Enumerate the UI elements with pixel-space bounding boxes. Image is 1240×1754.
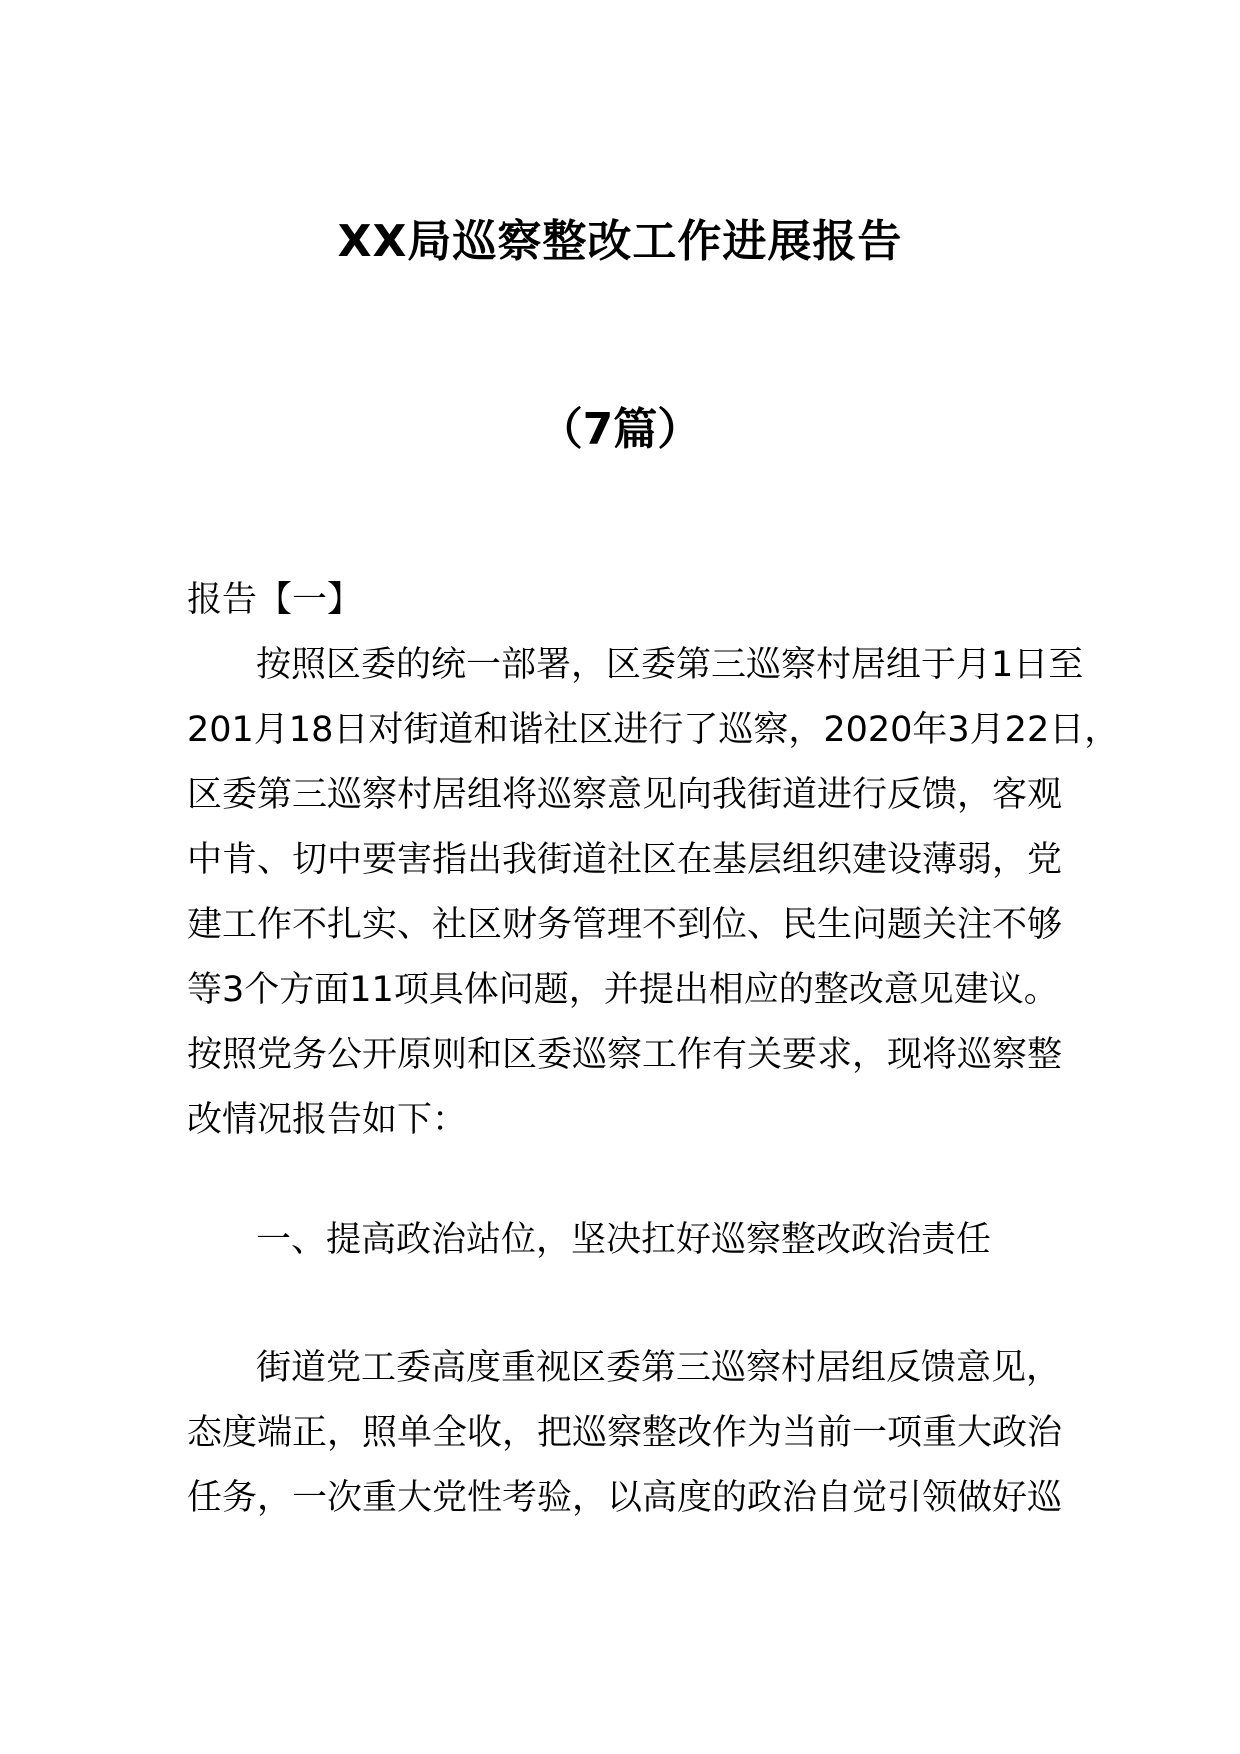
document-title: XX局巡察整改工作进展报告	[337, 216, 903, 267]
paragraph-line: 区委第三巡察村居组将巡察意见向我街道进行反馈，客观	[187, 775, 1063, 815]
paragraph-line: 改情况报告如下：	[187, 1100, 468, 1140]
section-heading: 一、提高政治站位，坚决扛好巡察整改政治责任	[256, 1220, 992, 1260]
paragraph-line: 中肯、切中要害指出我街道社区在基层组织建设薄弱，党	[187, 840, 1063, 880]
paragraph-line: 任务，一次重大党性考验，以高度的政治自觉引领做好巡	[187, 1478, 1063, 1518]
document-subtitle: （7篇）	[538, 404, 702, 455]
paragraph-line: 按照区委的统一部署，区委第三巡察村居组于月1日至	[256, 645, 1084, 685]
paragraph-line: 态度端正，照单全收，把巡察整改作为当前一项重大政治	[187, 1413, 1063, 1453]
paragraph-line: 等3个方面11项具体问题，并提出相应的整改意见建议。	[187, 970, 1059, 1010]
paragraph-line: 街道党工委高度重视区委第三巡察村居组反馈意见，	[256, 1348, 1062, 1388]
paragraph-line: 201月18日对街道和谐社区进行了巡察，2020年3月22日，	[187, 710, 1120, 750]
paragraph-line: 建工作不扎实、社区财务管理不到位、民生问题关注不够	[187, 905, 1063, 945]
paragraph-line: 按照党务公开原则和区委巡察工作有关要求，现将巡察整	[187, 1035, 1063, 1075]
section-label: 报告【一】	[187, 580, 363, 620]
